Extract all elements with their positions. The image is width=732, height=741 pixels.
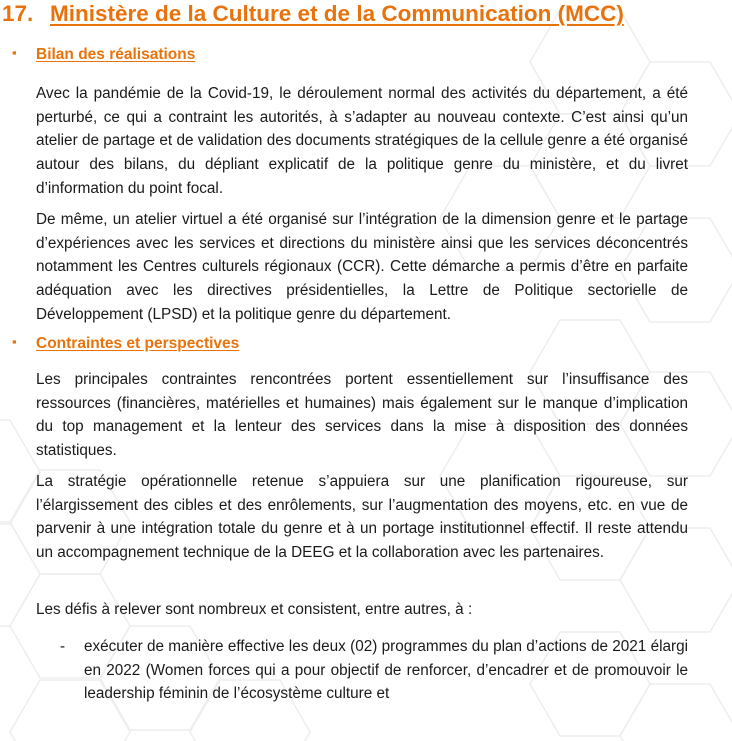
paragraph: Avec la pandémie de la Covid-19, le déroulement normal des activités du département, a été perturbé, ce qui a contraint les autorités, à s’adapter au nouveau contexte. C’est ainsi qu’un atelier de partage et de validation des documents stratégiques de la cellule genre a été organisé autour des bilans, du dépliant explicatif de la politique genre du ministère, et du livret d’information du point focal. — [36, 85, 688, 197]
section-title: Contraintes et perspectives — [36, 335, 240, 352]
paragraph: Les principales contraintes rencontrées portent essentiellement sur l’insuffisance des ressources (financières, matérielles et humaines) mais également sur le manque d’implication du top management et la lenteur des services dans la mise à disposition des données statistiques. — [36, 371, 688, 460]
heading-title: Ministère de la Culture et de la Communication (MCC) — [50, 1, 624, 26]
square-bullet-icon: ▪ — [12, 45, 17, 60]
paragraph: La stratégie opérationnelle retenue s’appuiera sur une planification rigoureuse, sur l’élargissement des cibles et des enrôlements, sur l’augmentation des moyens, etc. en vue de parvenir à une intégration totale du genre et à un portage institutionnel effectif. Il reste attendu un accompagnement technique de la DEEG et la collaboration avec les partenaires. — [36, 473, 688, 562]
square-bullet-icon: ▪ — [12, 334, 17, 349]
paragraph: De même, un atelier virtuel a été organisé sur l’intégration de la dimension genre et le partage d’expériences avec les services et directions du ministère ainsi que les services déconcentrés notamment les Centres culturels régionaux (CCR). Cette démarche a permis d’être en parfaite adéquation avec les directives présidentielles, la Lettre de Politique sectorielle de Développement (LPSD) et la politique genre du département. — [36, 211, 688, 323]
dash-bullet: - — [60, 638, 66, 655]
page-title — [0, 1, 624, 27]
list-item-text: exécuter de manière effective les deux (02) programmes du plan d’actions de 2021 élargi en 2022 (Women forces qui a pour objectif de renforcer, d’encadrer et de promouvoir le leadership féminin de l’écosystème culture et — [84, 638, 688, 703]
heading-number: 17. — [2, 1, 34, 26]
section-heading-bilan — [12, 45, 195, 64]
paragraph: Les défis à relever sont nombreux et consistent, entre autres, à : — [36, 601, 473, 618]
section-heading-contraintes — [12, 334, 239, 353]
section-title: Bilan des réalisations — [36, 46, 196, 63]
